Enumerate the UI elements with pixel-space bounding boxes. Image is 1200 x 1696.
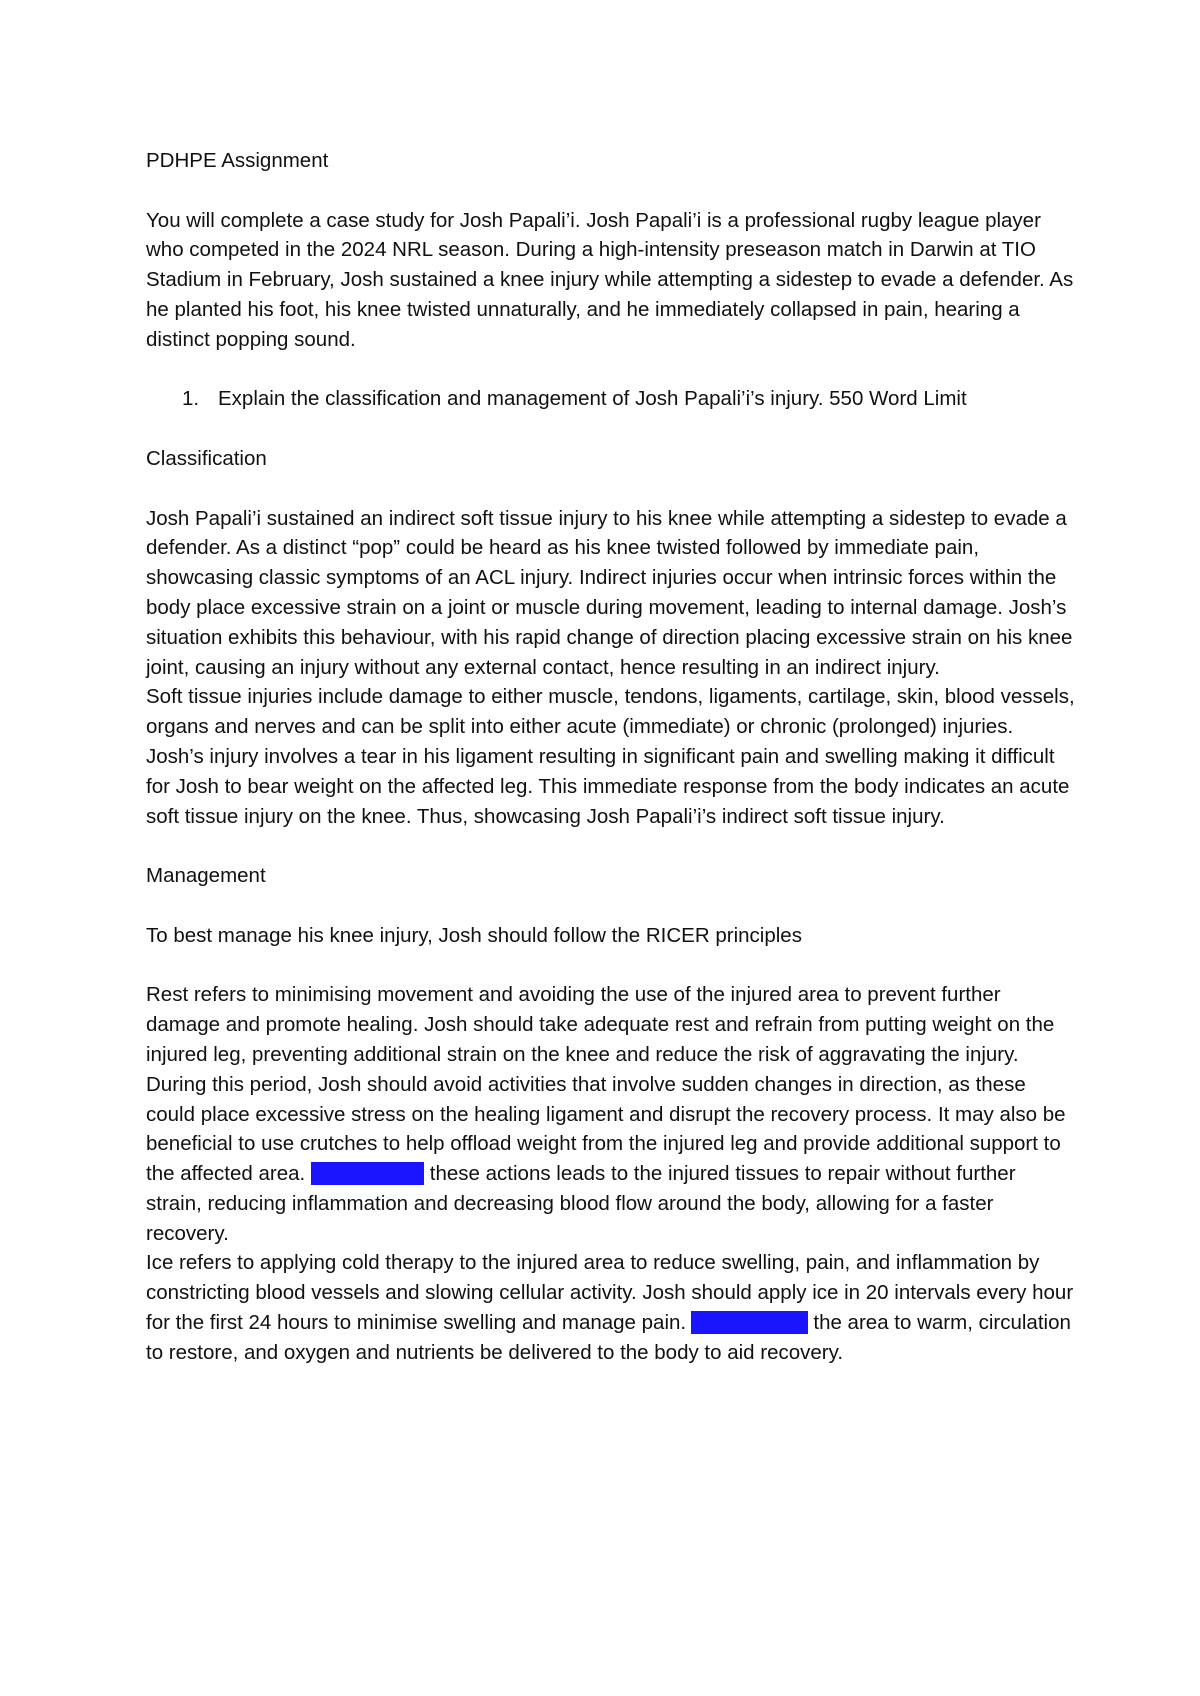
question-item (146, 384, 1076, 414)
rest-paragraph (146, 980, 1076, 1248)
rest-highlight[interactable]: The effect of (310, 1162, 425, 1186)
document-page (146, 146, 1076, 1368)
rest-text-last: recovery. (146, 1221, 229, 1245)
rest-text-after: these actions leads to the injured tissues to repair without further strain, reducing inflammation and decreasing blood flow around the body, allowing for a faster (146, 1162, 1016, 1215)
rest-text-before: Rest refers to minimising movement and avoiding the use of the injured area to prevent further damage and promote healing. Josh should take adequate rest and refrain from putting weight on the injured leg, preventing additional strain on the knee and reduce the risk of aggravating the injury. During this period, Josh should avoid activities that involve sudden changes in direction, as these could place excessive stress on the healing ligament and disrupt the recovery process. It may also be beneficial to use crutches to help offload weight from the injured leg and provide additional support to the affected area. (146, 983, 1066, 1186)
classification-heading: Classification (146, 446, 267, 470)
classification-paragraph-1: Josh Papali’i sustained an indirect soft tissue injury to his knee while attempting a sidestep to evade a defender. As a distinct “pop” could be heard as his knee twisted followed by immediate pain, showcasing classic symptoms of an ACL injury. Indirect injuries occur when intrinsic forces within the body place excessive strain on a joint or muscle during movement, leading to internal damage. Josh’s situation exhibits this behaviour, with his rapid change of direction placing excessive strain on his knee joint, causing an injury without any external contact, hence resulting in an indirect injury. (146, 506, 1073, 679)
ice-text-after: the area to warm, circulation to restore, and oxygen and nutrients be delivered to the body to aid recovery. (146, 1311, 1071, 1364)
management-intro: To best manage his knee injury, Josh should follow the RICER principles (146, 923, 802, 947)
ice-text-before: Ice refers to applying cold therapy to the injured area to reduce swelling, pain, and inflammation by constricting blood vessels and slowing cellular activity. Josh should apply ice in 20 intervals every hour for the first 24 hours to minimise swelling and manage pain. (146, 1251, 1074, 1335)
intro-paragraph: You will complete a case study for Josh Papali’i. Josh Papali’i is a professional rugby league player who competed in the 2024 NRL season. During a high-intensity preseason match in Darwin at TIO Stadium in February, Josh sustained a knee injury while attempting a sidestep to evade a defender. As he planted his foot, his knee twisted unnaturally, and he immediately collapsed in pain, hearing a distinct popping sound. (146, 208, 1074, 351)
ice-paragraph (146, 1248, 1076, 1367)
document-title: PDHPE Assignment (146, 149, 329, 172)
question-number: 1. (182, 387, 200, 411)
question-text: Explain the classification and management of Josh Papali’i’s injury. 550 Word Limit (218, 387, 967, 411)
ice-highlight[interactable]: This leads to (691, 1311, 808, 1335)
management-heading: Management (146, 864, 266, 888)
classification-paragraph-2: Soft tissue injuries include damage to either muscle, tendons, ligaments, cartilage, skin, blood vessels, organs and nerves and can be split into either acute (immediate) or chronic (prolonged) injuries. Josh’s injury involves a tear in his ligament resulting in significant pain and swelling making it difficult for Josh to bear weight on the affected leg. This immediate response from the body indicates an acute soft tissue injury on the knee. Thus, showcasing Josh Papali’i’s indirect soft tissue injury. (146, 685, 1075, 828)
